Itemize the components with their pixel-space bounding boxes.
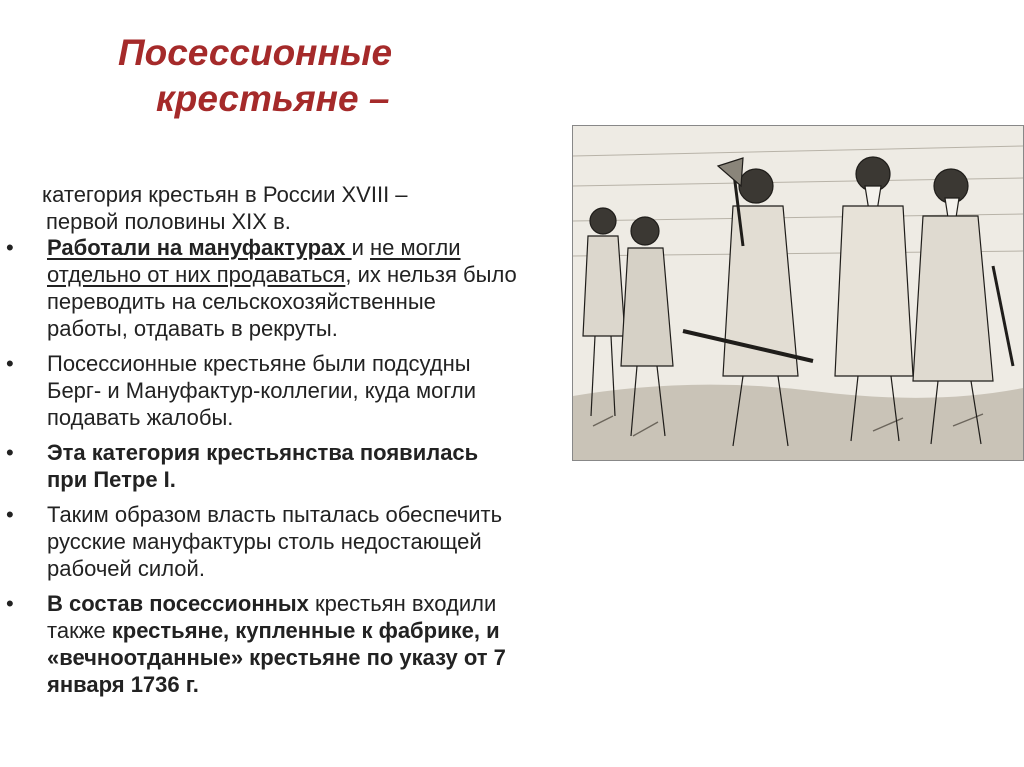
bullet-dot: • [6, 440, 14, 465]
bullet5-bold-b: крестьяне, купленные к фабрике, и «вечноотданные» крестьяне по указу от 7 января 1736 г. [47, 618, 506, 697]
bullet3-text: Эта категория крестьянства появилась при Петре I. [47, 440, 479, 492]
bullet-item [0, 439, 520, 493]
bullet1-rest: , их нельзя было переводить на сельскохозяйственные работы, отдавать в рекруты. [47, 262, 517, 341]
bullet-dot: • [6, 502, 14, 527]
bullet1-underlined: не могли отдельно от них продаваться [47, 235, 461, 287]
bullet-dot: • [6, 591, 14, 616]
bullet1-conj: и [351, 235, 371, 260]
title-line-2: крестьяне – [156, 78, 390, 119]
intro-text [42, 181, 512, 235]
bullet-item [0, 501, 520, 582]
engraving-illustration [573, 126, 1023, 460]
bullet-list [0, 234, 520, 706]
bullet1-bold: Работали на мануфактурах [47, 235, 352, 260]
peasants-engraving [572, 125, 1024, 461]
bullet5-bold-a: В состав посессионных [47, 591, 309, 616]
intro-line-2: первой половины XIX в. [46, 209, 291, 234]
bullet-item [0, 350, 520, 431]
bullet-dot: • [6, 235, 14, 260]
bullet-dot: • [6, 351, 14, 376]
bullet5-normal: крестьян входили также [47, 591, 497, 643]
title-line-1: Посессионные [118, 32, 393, 73]
intro-line-1: категория крестьян в России XVIII – [42, 182, 408, 207]
bullet4-text: Таким образом власть пыталась обеспечить русские мануфактуры столь недостающей рабочей силой. [47, 502, 503, 581]
slide-title [118, 30, 538, 122]
bullet-item [0, 234, 520, 342]
bullet-item [0, 590, 520, 698]
bullet2-text: Посессионные крестьяне были подсудны Берг- и Мануфактур-коллегии, куда могли подавать жалобы. [47, 351, 477, 430]
